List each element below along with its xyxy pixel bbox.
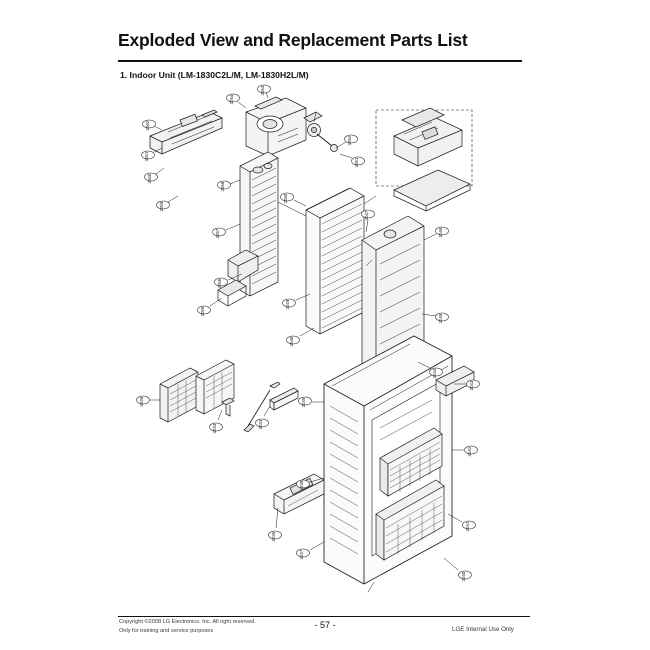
svg-text:3058: 3058 [220,181,225,192]
part-fan-motor-assembly [246,97,306,156]
part-remote-holder [270,388,298,410]
svg-text:3036: 3036 [271,531,276,542]
svg-text:3054: 3054 [229,94,234,105]
svg-text:3034: 3034 [212,423,217,434]
part-pcb-cover [394,170,470,211]
exploded-view-figure [118,84,532,612]
svg-text:3062: 3062 [145,120,150,131]
svg-text:3060: 3060 [147,173,152,184]
part-control-box [376,108,472,186]
svg-text:3053: 3053 [260,85,265,96]
copyright-line-1: Copyright ©2008 LG Electronics. Inc. All right reserved. [119,619,256,625]
svg-text:3039: 3039 [301,397,306,408]
svg-text:3056: 3056 [217,278,222,289]
page-number: - 57 - [314,620,336,630]
footer-copyright [119,618,309,635]
svg-text:3044: 3044 [432,368,437,379]
svg-text:3035: 3035 [139,396,144,407]
part-front-panel [150,110,222,154]
svg-text:3057: 3057 [215,228,220,239]
copyright-line-2: Only for training and service purposes [119,627,214,634]
svg-text:3047: 3047 [364,210,369,221]
svg-text:3033: 3033 [258,419,263,430]
title-divider [118,60,522,62]
svg-text:3061: 3061 [144,151,149,162]
svg-text:3052: 3052 [347,135,352,146]
svg-text:3045: 3045 [438,313,443,324]
svg-text:3040: 3040 [461,571,466,582]
footer-divider [118,616,530,617]
svg-text:3038: 3038 [299,480,304,491]
svg-text:3048: 3048 [289,336,294,347]
svg-text:3059: 3059 [159,201,164,212]
internal-use-notice: LGE Internal Use Only [452,626,514,633]
svg-text:3046: 3046 [438,227,443,238]
part-filter-small-left [160,368,198,422]
svg-text:3050: 3050 [283,193,288,204]
svg-text:3037: 3037 [299,549,304,560]
svg-text:3051: 3051 [354,157,359,168]
svg-text:3049: 3049 [285,299,290,310]
section-subtitle: 1. Indoor Unit (LM-1830C2L/M, LM-1830H2L/M) [120,70,309,80]
svg-text:3043: 3043 [469,380,474,391]
page-title: Exploded View and Replacement Parts List [118,30,468,50]
part-heat-exchanger [306,188,364,334]
svg-text:3041: 3041 [465,521,470,532]
part-motor-shaft [304,112,338,152]
svg-text:3042: 3042 [467,446,472,457]
svg-text:3055: 3055 [200,306,205,317]
